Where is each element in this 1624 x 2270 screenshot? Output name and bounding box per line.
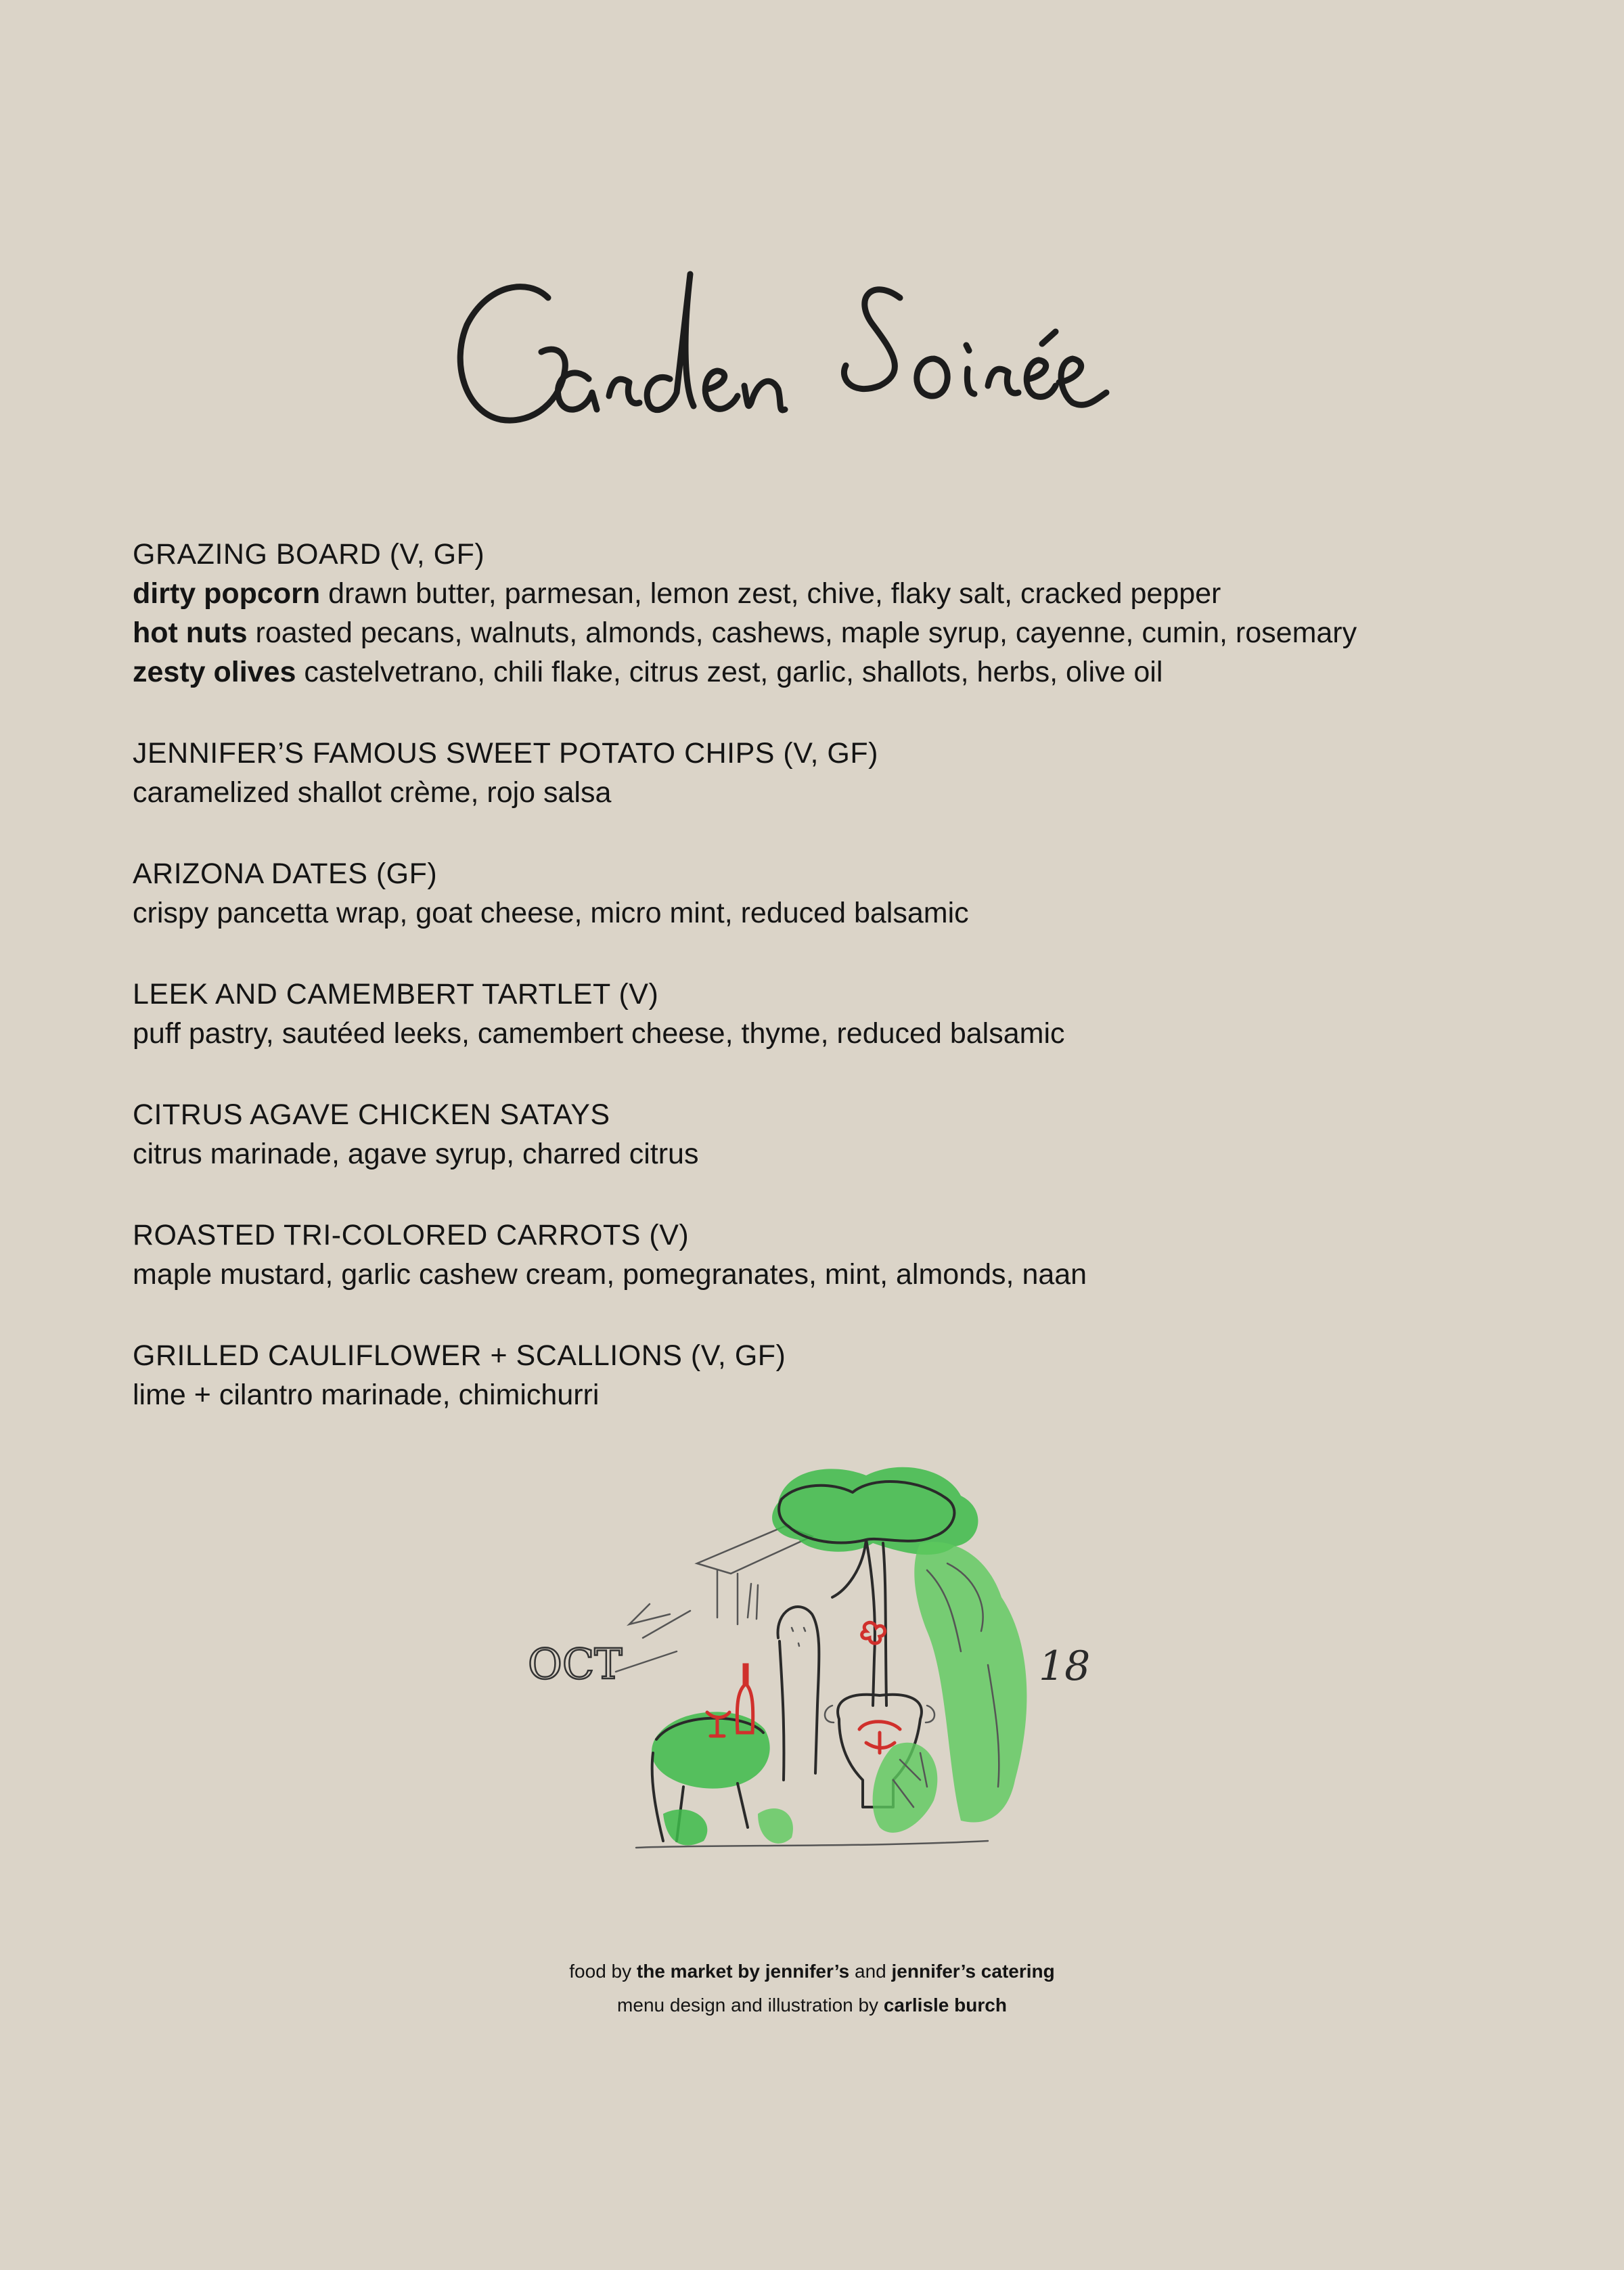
credit-design: [0, 1988, 1624, 2022]
section-description: maple mustard, garlic cashew cream, pomegranates, mint, almonds, naan: [133, 1258, 1087, 1291]
credit-food: [0, 1955, 1624, 1988]
credit-prefix: menu design and illustration by: [617, 1995, 879, 2016]
garden-illustration-artwork: [514, 1462, 1096, 1895]
section-description: crispy pancetta wrap, goat cheese, micro mint, reduced balsamic: [133, 897, 969, 929]
credit-prefix: food by: [569, 1961, 632, 1982]
menu-item: [133, 613, 1520, 652]
item-name: dirty popcorn: [133, 577, 321, 610]
credit-brand-catering: jennifer’s catering: [891, 1961, 1055, 1982]
menu-list: [133, 535, 1520, 1456]
menu-section-leek-tartlet: [133, 975, 1520, 1053]
item-description: roasted pecans, walnuts, almonds, cashews, maple syrup, cayenne, cumin, rosemary: [255, 617, 1357, 649]
menu-section-cauliflower: [133, 1336, 1520, 1415]
credit-brand-market: the market by jennifer’s: [636, 1961, 850, 1982]
title-script-artwork: [447, 250, 1177, 440]
section-description: puff pastry, sautéed leeks, camembert cheese, thyme, reduced balsamic: [133, 1017, 1065, 1050]
item-name: zesty olives: [133, 656, 296, 688]
page-title: [447, 250, 1177, 440]
section-description: citrus marinade, agave syrup, charred citrus: [133, 1138, 699, 1170]
credit-artist: carlisle burch: [883, 1995, 1007, 2016]
section-heading: GRILLED CAULIFLOWER + SCALLIONS (V, GF): [133, 1339, 786, 1372]
section-heading: GRAZING BOARD (V, GF): [133, 538, 485, 571]
menu-section-chicken-satays: [133, 1095, 1520, 1174]
menu-section-sweet-potato-chips: [133, 734, 1520, 812]
section-description: lime + cilantro marinade, chimichurri: [133, 1379, 600, 1411]
section-description: caramelized shallot crème, rojo salsa: [133, 776, 612, 809]
item-description: castelvetrano, chili flake, citrus zest, garlic, shallots, herbs, olive oil: [304, 656, 1163, 688]
section-heading: ROASTED TRI-COLORED CARROTS (V): [133, 1219, 690, 1251]
item-description: drawn butter, parmesan, lemon zest, chive, flaky salt, cracked pepper: [328, 577, 1221, 610]
credit-connector: and: [855, 1961, 886, 1982]
menu-section-grazing-board: [133, 535, 1520, 692]
section-heading: ARIZONA DATES (GF): [133, 858, 438, 890]
section-heading: JENNIFER’S FAMOUS SWEET POTATO CHIPS (V, GF): [133, 737, 878, 770]
menu-item: [133, 574, 1520, 613]
garden-illustration: [514, 1462, 1096, 1895]
item-name: hot nuts: [133, 617, 248, 649]
section-heading: CITRUS AGAVE CHICKEN SATAYS: [133, 1098, 610, 1131]
date-month: OCT: [528, 1639, 623, 1689]
menu-section-arizona-dates: [133, 854, 1520, 933]
credits: [0, 1955, 1624, 2022]
date-day: 18: [1039, 1643, 1091, 1690]
menu-item: [133, 652, 1520, 692]
section-heading: LEEK AND CAMEMBERT TARTLET (V): [133, 978, 659, 1010]
menu-section-carrots: [133, 1216, 1520, 1294]
